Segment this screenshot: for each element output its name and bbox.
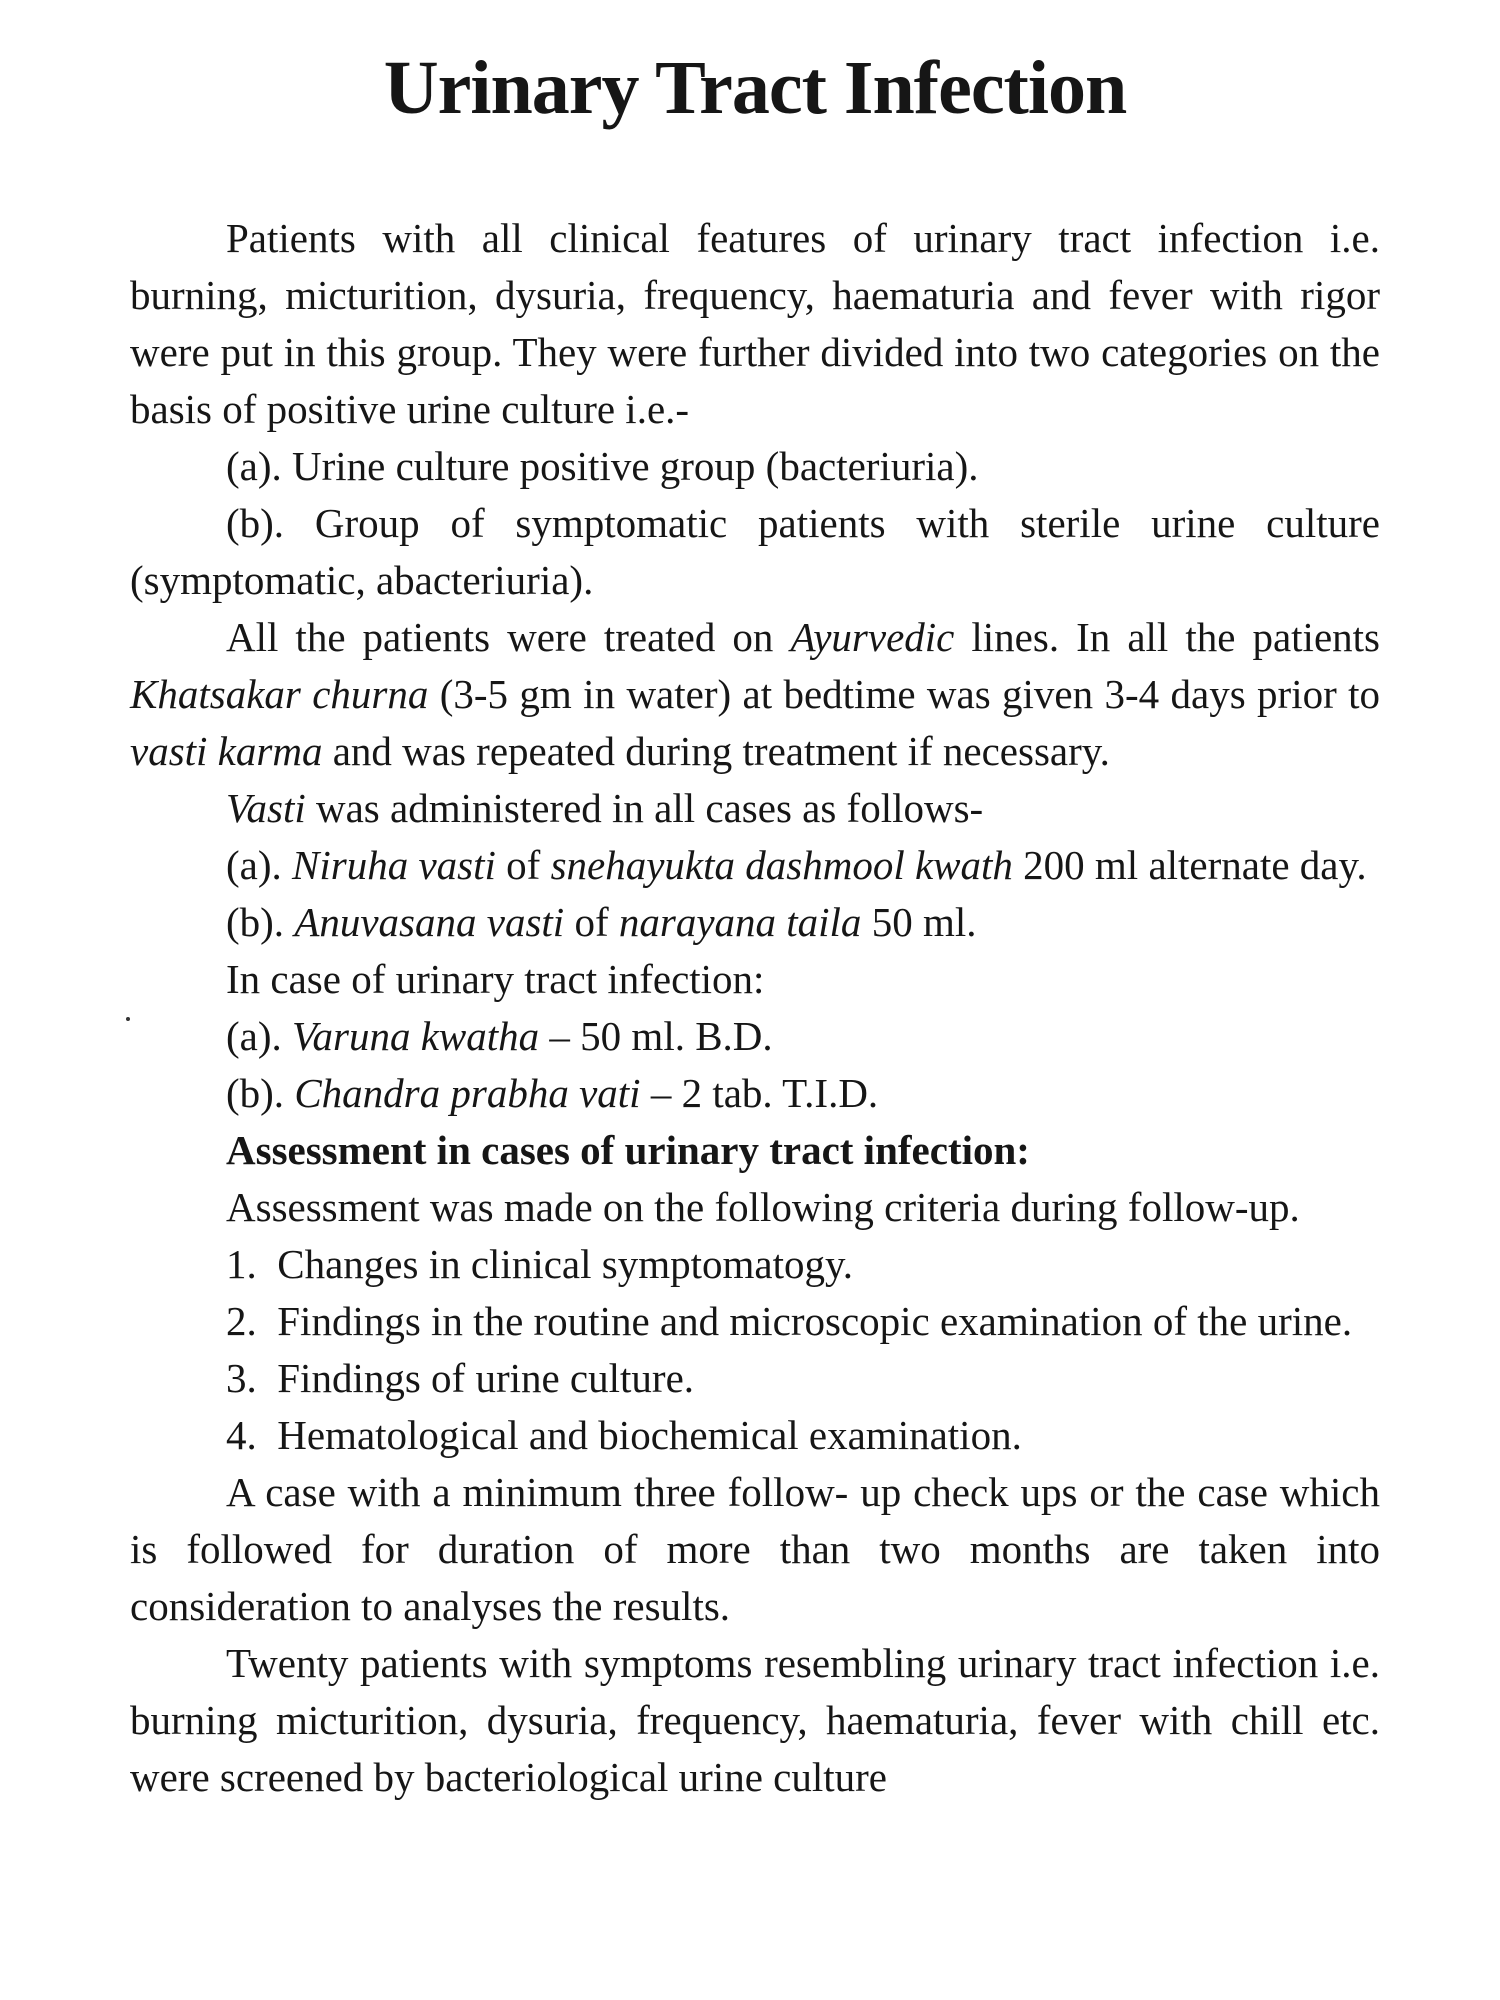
followup-paragraph: A case with a minimum three follow- up check ups or the case which is followed for duration of more than two months are taken into consideration to analyses the results. <box>130 1469 1380 1629</box>
assessment-intro: Assessment was made on the following criteria during follow-up. <box>226 1184 1300 1230</box>
vasti-b-text-1: of <box>564 899 619 945</box>
treatment-text-1: All the patients were treated on <box>226 614 791 660</box>
category-b: (b). Group of symptomatic patients with sterile urine culture (symptomatic, abacteriuria). <box>130 500 1380 603</box>
vasti-a-italic-1: Niruha vasti <box>292 842 496 888</box>
uti-item-a <box>130 1008 1380 1065</box>
treatment-text-2: lines. In all the patients <box>954 614 1380 660</box>
vasti-item-a <box>130 837 1380 894</box>
criteria-number: 1. <box>226 1241 257 1287</box>
treatment-italic-1: Ayurvedic <box>790 614 955 660</box>
vasti-a-label: (a). <box>226 842 293 888</box>
uti-case-heading: In case of urinary tract infection: <box>226 956 765 1002</box>
intro-paragraph: Patients with all clinical features of urinary tract infection i.e. burning, micturition, dysuria, frequency, haematuria and fever with rigor were put in this group. They were further divided into two categories on the basis of positive urine culture i.e.- <box>130 215 1380 432</box>
treatment-text-3: (3-5 gm in water) at bedtime was given 3-4 days prior to <box>428 671 1380 717</box>
vasti-a-italic-2: snehayukta dashmool kwath <box>550 842 1013 888</box>
assessment-heading: Assessment in cases of urinary tract infection: <box>226 1127 1030 1173</box>
criteria-number: 2. <box>226 1298 257 1344</box>
criteria-text: Findings in the routine and microscopic examination of the urine. <box>277 1298 1353 1344</box>
vasti-italic: Vasti <box>226 785 306 831</box>
uti-a-italic: Varuna kwatha <box>292 1013 540 1059</box>
criteria-text: Findings of urine culture. <box>277 1355 695 1401</box>
criteria-item <box>130 1407 1380 1464</box>
uti-a-text: – 50 ml. B.D. <box>539 1013 773 1059</box>
criteria-text: Hematological and biochemical examination. <box>277 1412 1022 1458</box>
treatment-italic-2: Khatsakar churna <box>130 671 429 717</box>
vasti-b-label: (b). <box>226 899 295 945</box>
document-body <box>130 210 1380 1806</box>
treatment-text-4: and was repeated during treatment if necessary. <box>322 728 1110 774</box>
vasti-item-b <box>130 894 1380 951</box>
treatment-italic-3: vasti karma <box>130 728 323 774</box>
treatment-paragraph <box>130 609 1380 780</box>
criteria-item <box>130 1350 1380 1407</box>
uti-item-b <box>130 1065 1380 1122</box>
uti-b-text: – 2 tab. T.I.D. <box>640 1070 879 1116</box>
vasti-intro <box>130 780 1380 837</box>
criteria-number: 3. <box>226 1355 257 1401</box>
vasti-b-text-2: 50 ml. <box>861 899 977 945</box>
uti-b-italic: Chandra prabha vati <box>294 1070 641 1116</box>
criteria-item <box>130 1293 1380 1350</box>
vasti-b-italic-1: Anuvasana vasti <box>294 899 565 945</box>
print-speck <box>126 1017 130 1021</box>
category-a: (a). Urine culture positive group (bacteriuria). <box>226 443 979 489</box>
criteria-text: Changes in clinical symptomatogy. <box>277 1241 854 1287</box>
uti-a-label: (a). <box>226 1013 293 1059</box>
criteria-number: 4. <box>226 1412 257 1458</box>
vasti-a-text-1: of <box>495 842 551 888</box>
vasti-text: was administered in all cases as follows- <box>305 785 984 831</box>
uti-b-label: (b). <box>226 1070 295 1116</box>
document-page <box>130 30 1380 1990</box>
vasti-b-italic-2: narayana taila <box>618 899 862 945</box>
criteria-item <box>130 1236 1380 1293</box>
screening-paragraph: Twenty patients with symptoms resembling urinary tract infection i.e. burning micturition, dysuria, frequency, haematuria, fever with chill etc. were screened by bacteriological urine culture <box>130 1640 1380 1800</box>
vasti-a-text-2: 200 ml alternate day. <box>1012 842 1367 888</box>
page-title: Urinary Tract Infection <box>383 46 1127 130</box>
